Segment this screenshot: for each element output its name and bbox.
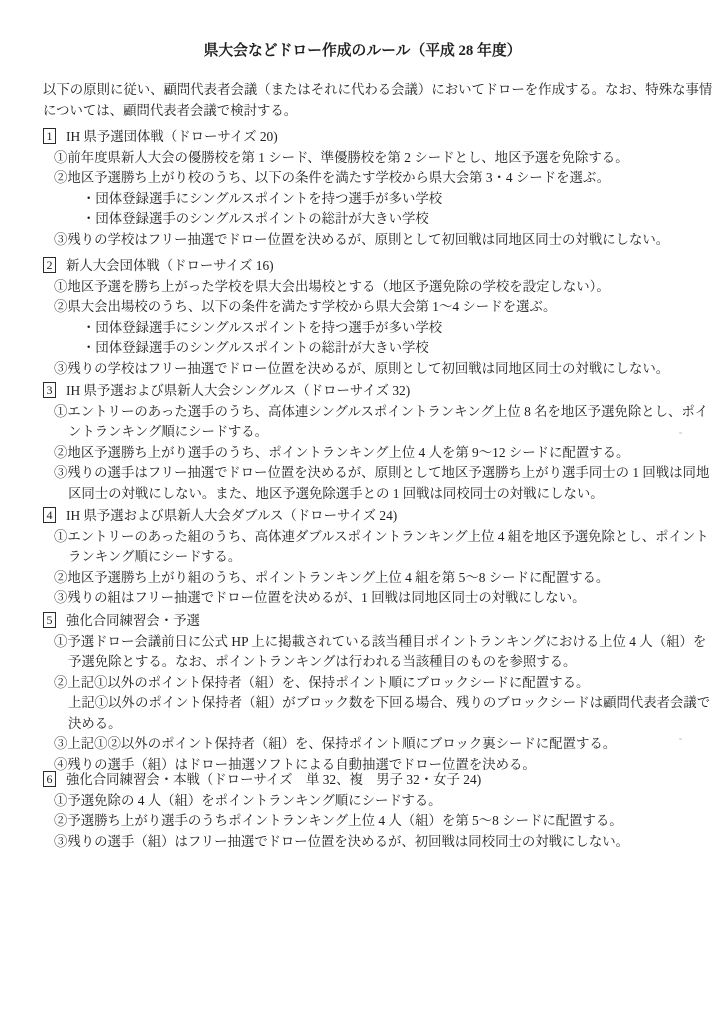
rule-line: 区同士の対戦にしない。また、地区予選免除選手との 1 回戦は同校同士の対戦にしない。	[68, 485, 604, 501]
rule-line: ①予選ドロー会議前日に公式 HP 上に掲載されている該当種目ポイントランキングにおける上位 4 人（組）を	[54, 633, 707, 649]
section-title: 強化合同練習会・本戦（ドローサイズ 単 32、複 男子 32・女子 24)	[66, 772, 482, 787]
rule-line: ②県大会出場校のうち、以下の条件を満たす学校から県大会第 1～4 シードを選ぶ。	[54, 299, 557, 314]
section-heading	[0, 381, 697, 402]
rule-line: ①地区予選を勝ち上がった学校を県大会出場校とする（地区予選免除の学校を設定しない）。	[54, 278, 610, 294]
section-4	[0, 506, 709, 609]
section-heading	[0, 770, 697, 791]
section-number-box: 2	[43, 257, 56, 273]
rule-line: ②予選勝ち上がり選手のうちポイントランキング上位 4 人（組）を第 5～8 シードに配置する。	[54, 813, 623, 828]
section-1	[0, 127, 697, 250]
rule-line: ①エントリーのあった組のうち、高体連ダブルスポイントランキング上位 4 組を地区予選免除とし、ポイント	[54, 528, 709, 544]
section-number-box: 4	[43, 507, 56, 523]
section-title: 新人大会団体戦（ドローサイズ 16)	[66, 258, 274, 273]
intro-line: については、顧問代表者会議で検討する。	[43, 102, 298, 118]
scan-speck	[679, 738, 682, 740]
rule-line: 上記①以外のポイント保持者（組）がブロック数を下回る場合、残りのブロックシードは顧問代表者会議で	[68, 695, 711, 710]
section-heading	[0, 127, 697, 148]
rule-line: ③残りの選手（組）はフリー抽選でドロー位置を決めるが、初回戦は同校同士の対戦にしない。	[54, 833, 629, 849]
section-title: IH 県予選および県新人大会ダブルス（ドローサイズ 24)	[66, 508, 398, 523]
rule-line: ①エントリーのあった選手のうち、高体連シングルスポイントランキング上位 8 名を地区予選免除とし、ポイ	[54, 403, 709, 419]
section-number-box: 1	[43, 128, 56, 144]
rule-line: ・団体登録選手のシングルスポイントの総計が大きい学校	[82, 211, 429, 226]
rule-line: ②地区予選勝ち上がり校のうち、以下の条件を満たす学校から県大会第 3・4 シードを選ぶ。	[54, 170, 610, 185]
rule-line: ④残りの選手（組）はドロー抽選ソフトによる自動抽選でドロー位置を決める。	[54, 756, 536, 772]
rule-line: 決める。	[68, 715, 122, 731]
rule-line: ・団体登録選手にシングルスポイントを持つ選手が多い学校	[82, 190, 443, 206]
scan-speck	[679, 432, 682, 434]
section-heading	[0, 506, 697, 527]
intro-paragraph	[43, 80, 713, 121]
intro-line: 以下の原則に従い、顧問代表者会議（またはそれに代わる会議）においてドローを作成する。なお、特殊な事情	[43, 82, 713, 97]
section-title: 強化合同練習会・予選	[66, 613, 200, 628]
section-title: IH 県予選団体戦（ドローサイズ 20)	[66, 129, 278, 144]
rule-line: ①前年度県新人大会の優勝校を第 1 シード、準優勝校を第 2 シードとし、地区予選を免除する。	[54, 149, 629, 165]
rule-line: ・団体登録選手のシングルスポイントの総計が大きい学校	[82, 340, 429, 355]
section-number-box: 5	[43, 612, 56, 628]
section-heading	[0, 611, 697, 632]
section-title: IH 県予選および県新人大会シングルス（ドローサイズ 32)	[66, 383, 411, 398]
rule-line: 予選免除とする。なお、ポイントランキングは行われる当該種目のものを参照する。	[68, 654, 577, 669]
section-3	[0, 381, 710, 504]
rule-line: ②地区予選勝ち上がり選手のうち、ポイントランキング上位 4 人を第 9～12 シードに配置する。	[54, 444, 630, 460]
section-heading	[0, 256, 697, 277]
rule-line: ③残りの学校はフリー抽選でドロー位置を決めるが、原則として初回戦は同地区同士の対戦にしない。	[54, 231, 670, 247]
section-number-box: 6	[43, 771, 56, 787]
rule-line: ③残りの組はフリー抽選でドロー位置を決めるが、1 回戦は同地区同士の対戦にしない。	[54, 590, 586, 605]
rule-line: ③残りの学校はフリー抽選でドロー位置を決めるが、原則として初回戦は同地区同士の対戦にしない。	[54, 360, 670, 376]
section-6	[0, 770, 697, 852]
section-5	[0, 611, 711, 775]
rule-line: ②上記①以外のポイント保持者（組）を、保持ポイント順にブロックシードに配置する。	[54, 674, 590, 690]
section-2	[0, 256, 697, 379]
rule-line: ントランキング順にシードする。	[68, 424, 269, 439]
section-number-box: 3	[43, 382, 56, 398]
rule-line: ③上記①②以外のポイント保持者（組）を、保持ポイント順にブロック裏シードに配置する。	[54, 736, 617, 751]
rule-line: ランキング順にシードする。	[68, 549, 242, 564]
rule-line: ・団体登録選手にシングルスポイントを持つ選手が多い学校	[82, 319, 443, 335]
rule-line: ①予選免除の 4 人（組）をポイントランキング順にシードする。	[54, 792, 442, 808]
rule-line: ②地区予選勝ち上がり組のうち、ポイントランキング上位 4 組を第 5～8 シードに配置する。	[54, 569, 610, 585]
document-title: 県大会などドロー作成のルール（平成 28 年度）	[203, 43, 522, 59]
rule-line: ③残りの選手はフリー抽選でドロー位置を決めるが、原則として地区予選勝ち上がり選手同士の 1 回戦は同地	[54, 465, 710, 480]
